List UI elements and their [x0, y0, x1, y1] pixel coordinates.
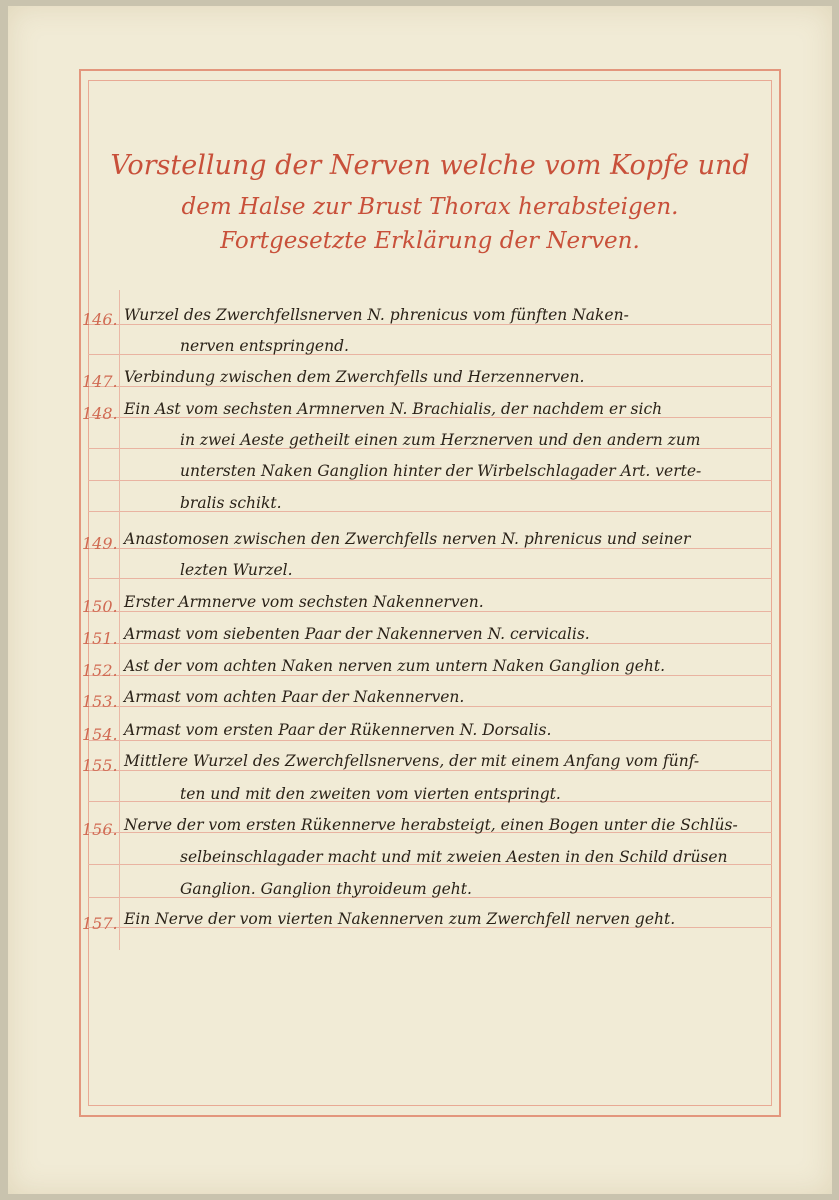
margin-line: [119, 290, 120, 950]
entry-text-line: selbeinschlagader macht und mit zweien Aesten in den Schild drüsen: [180, 848, 728, 866]
entry-number: 148.: [82, 404, 118, 423]
entry-text-line: Ast der vom achten Naken nerven zum untern Naken Ganglion geht.: [124, 657, 666, 675]
title-line-1: Vorstellung der Nerven welche vom Kopfe und: [110, 150, 750, 181]
entry-number: 152.: [82, 661, 118, 680]
entry-text-line: untersten Naken Ganglion hinter der Wirbelschlagader Art. verte-: [180, 462, 702, 480]
ruled-line: [88, 675, 772, 676]
entry-text-line: in zwei Aeste getheilt einen zum Herznerven und den andern zum: [180, 431, 701, 449]
ruled-line: [88, 740, 772, 741]
entry-text-line: Wurzel des Zwerchfellsnerven N. phrenicus vom fünften Naken-: [124, 306, 629, 324]
entry-text-line: Anastomosen zwischen den Zwerchfells nerven N. phrenicus und seiner: [124, 530, 691, 548]
entry-text-line: Armast vom achten Paar der Nakennerven.: [124, 688, 465, 706]
entry-text-line: nerven entspringend.: [180, 337, 349, 355]
entry-text-line: Ein Nerve der vom vierten Nakennerven zum Zwerchfell nerven geht.: [124, 910, 676, 928]
ruled-line: [88, 386, 772, 387]
entry-text-line: Ein Ast vom sechsten Armnerven N. Brachialis, der nachdem er sich: [124, 400, 663, 418]
entry-text-line: Ganglion. Ganglion thyroideum geht.: [180, 880, 472, 898]
ruled-line: [88, 548, 772, 549]
entry-text-line: Armast vom siebenten Paar der Nakennerven N. cervicalis.: [124, 625, 590, 643]
entry-text-line: ten und mit den zweiten vom vierten entspringt.: [180, 785, 561, 803]
ruled-line: [88, 706, 772, 707]
entry-text-line: Armast vom ersten Paar der Rükennerven N. Dorsalis.: [124, 721, 552, 739]
entry-number: 155.: [82, 756, 118, 775]
title-line-2: dem Halse zur Brust Thorax herabsteigen.: [181, 194, 679, 220]
entry-text-line: Mittlere Wurzel des Zwerchfellsnervens, der mit einem Anfang vom fünf-: [124, 752, 700, 770]
entry-number: 156.: [82, 820, 118, 839]
ruled-line: [88, 324, 772, 325]
entry-text-line: Verbindung zwischen dem Zwerchfells und Herzennerven.: [124, 368, 585, 386]
entry-number: 157.: [82, 914, 118, 933]
entry-number: 153.: [82, 692, 118, 711]
entry-text-line: lezten Wurzel.: [180, 561, 293, 579]
ruled-line: [88, 480, 772, 481]
entry-text-line: Nerve der vom ersten Rükennerve herabsteigt, einen Bogen unter die Schlüs-: [124, 816, 738, 834]
entry-number: 149.: [82, 534, 118, 553]
entry-number: 150.: [82, 597, 118, 616]
entry-number: 151.: [82, 629, 118, 648]
ruled-line: [88, 643, 772, 644]
entry-number: 146.: [82, 310, 118, 329]
ruled-line: [88, 611, 772, 612]
title-line-3: Fortgesetzte Erklärung der Nerven.: [220, 228, 640, 254]
entry-number: 147.: [82, 372, 118, 391]
ruled-line: [88, 770, 772, 771]
entry-text-line: bralis schikt.: [180, 494, 282, 512]
entry-number: 154.: [82, 725, 118, 744]
entry-text-line: Erster Armnerve vom sechsten Nakennerven.: [124, 593, 484, 611]
